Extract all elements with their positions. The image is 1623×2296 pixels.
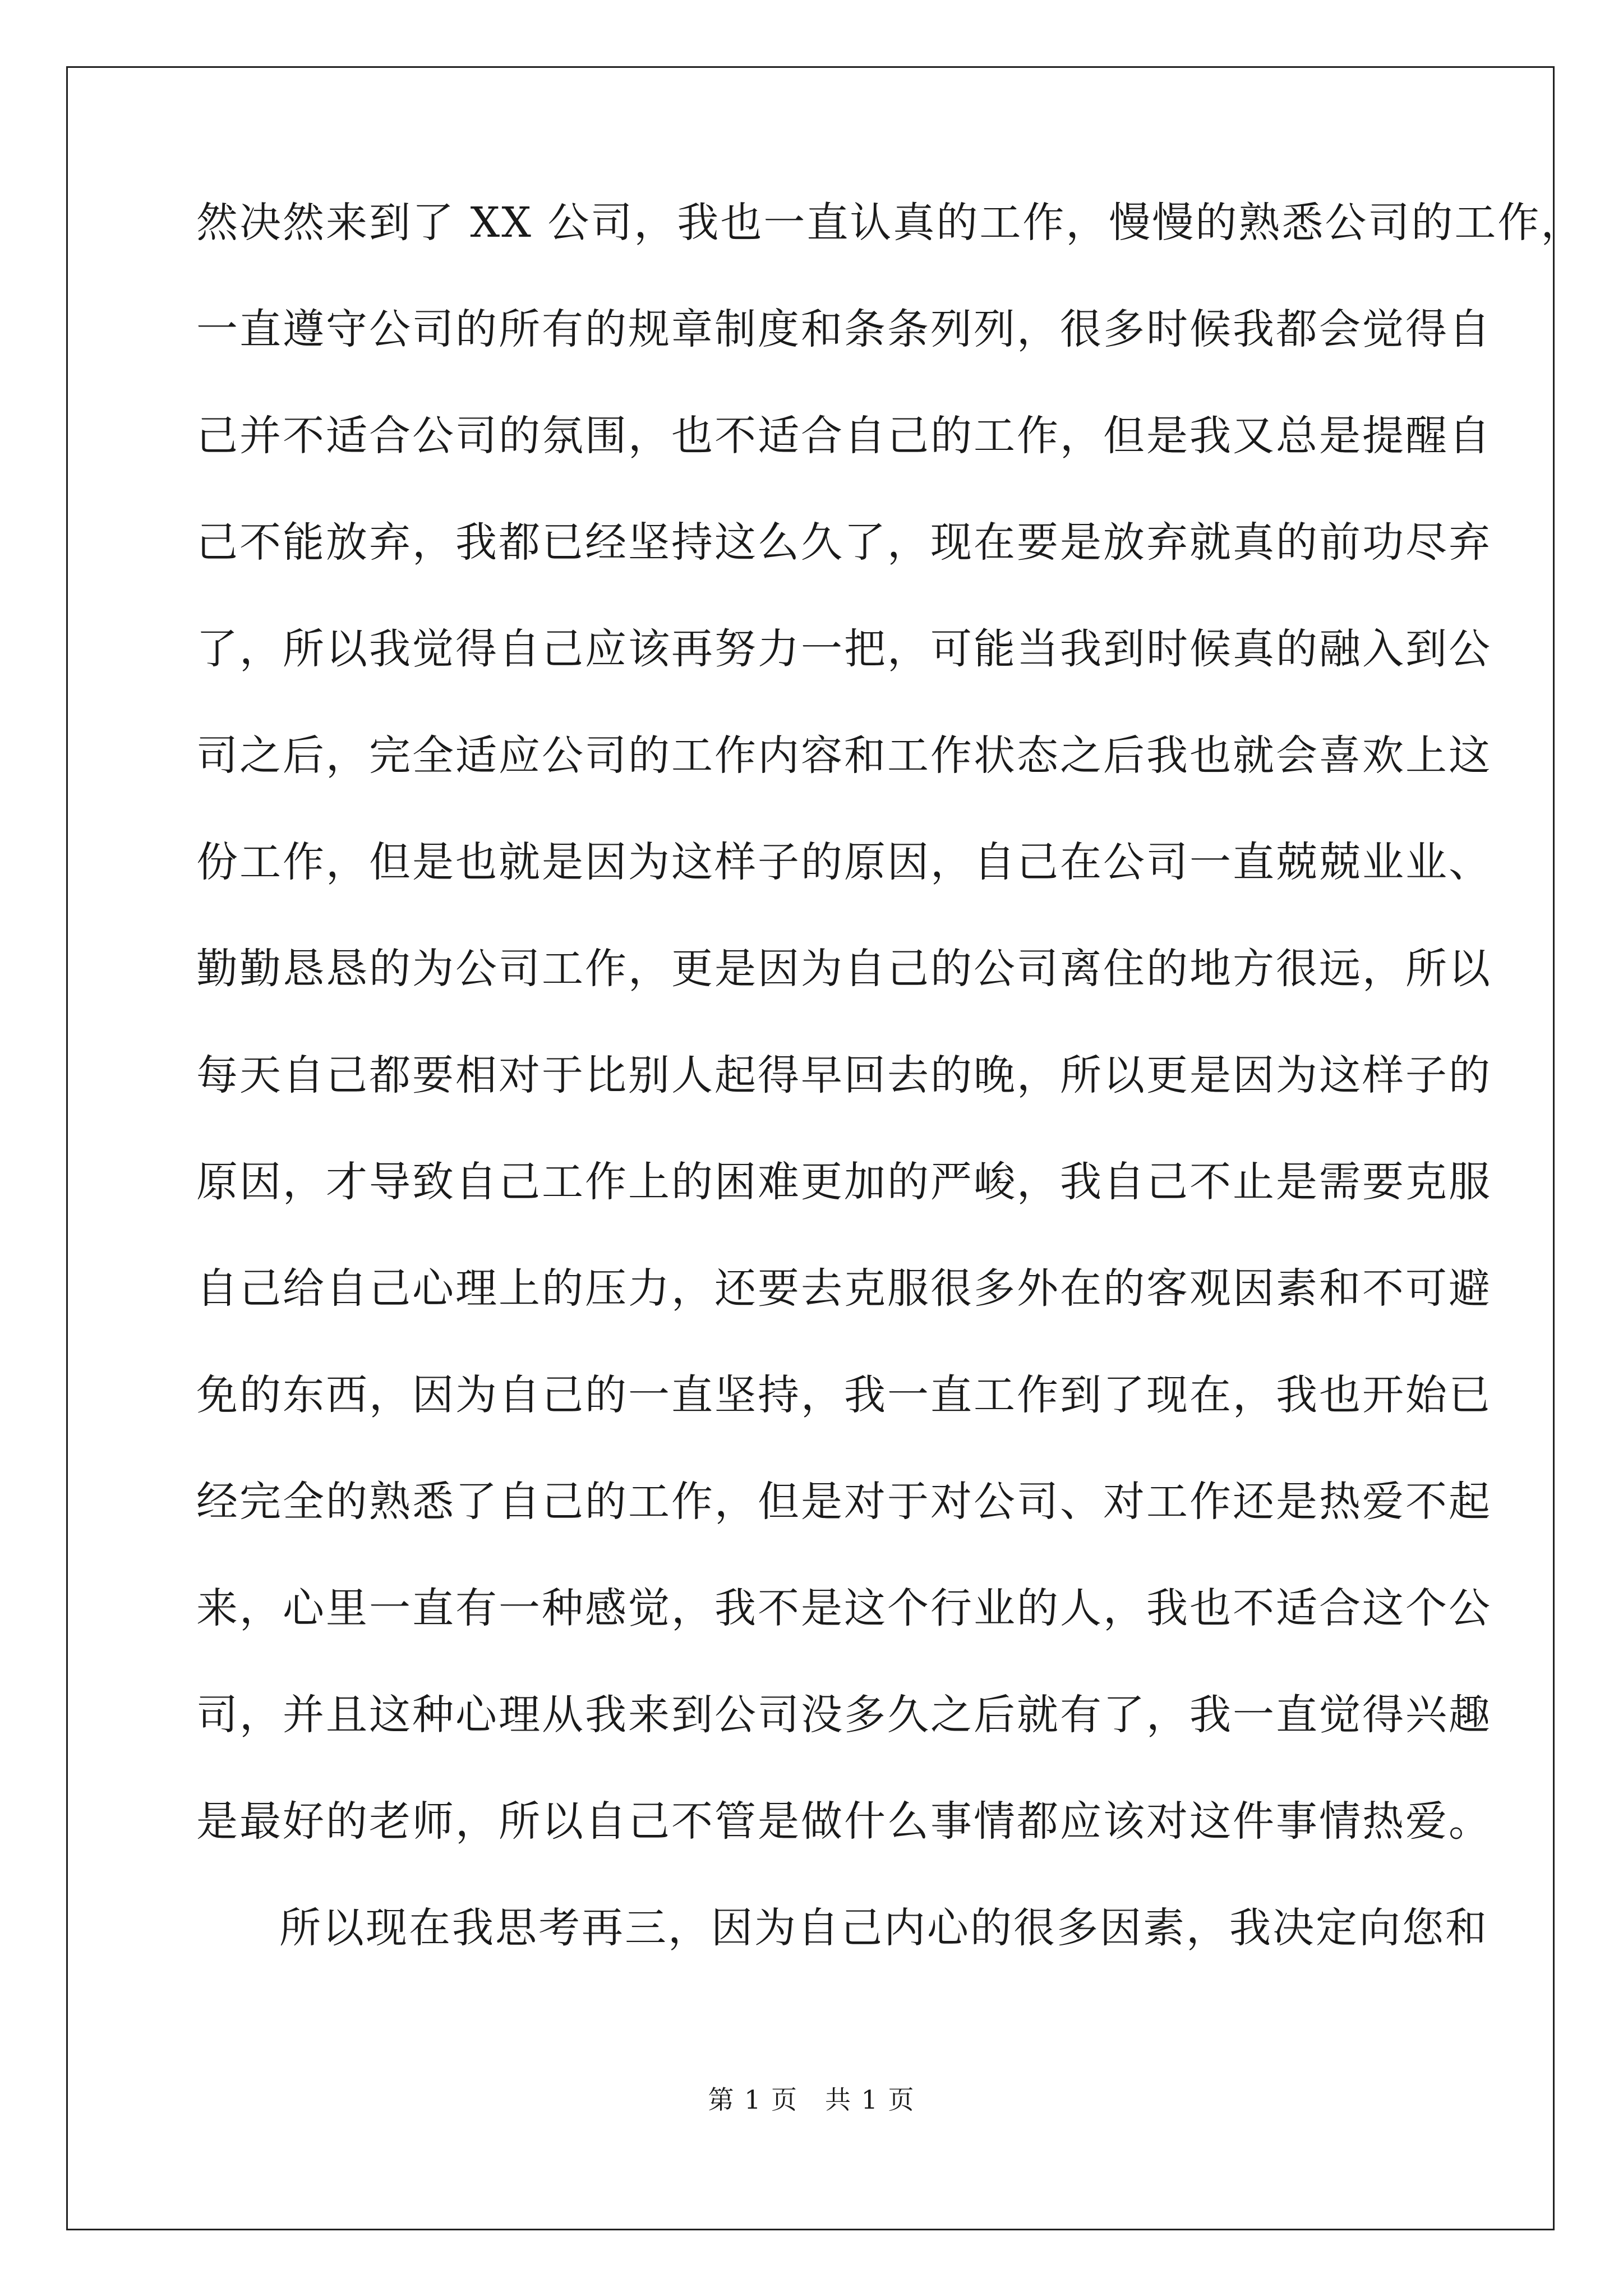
page-number: 第 1 页 <box>708 2085 798 2115</box>
page-total: 共 1 页 <box>825 2085 915 2115</box>
text-line: 经完全的熟悉了自己的工作，但是对于对公司、对工作还是热爱不起 <box>196 1478 1492 1526</box>
text-line: 司之后，完全适应公司的工作内容和工作状态之后我也就会喜欢上这 <box>196 731 1492 780</box>
text-line: 原因，才导致自己工作上的困难更加的严峻，我自己不止是需要克服 <box>196 1158 1492 1206</box>
text-line: 一直遵守公司的所有的规章制度和条条列列，很多时候我都会觉得自 <box>196 305 1492 353</box>
text-line: 免的东西，因为自己的一直坚持，我一直工作到了现在，我也开始已 <box>196 1371 1492 1419</box>
page-footer <box>0 2084 1623 2115</box>
text-line: 己并不适合公司的氛围，也不适合自己的工作，但是我又总是提醒自 <box>196 412 1492 460</box>
text-line: 己不能放弃，我都已经坚持这么久了，现在要是放弃就真的前功尽弃 <box>196 518 1492 567</box>
text-line: 司，并且这种心理从我来到公司没多久之后就有了，我一直觉得兴趣 <box>196 1691 1492 1739</box>
text-line: 份工作，但是也就是因为这样子的原因，自己在公司一直兢兢业业、 <box>196 838 1492 886</box>
text-line: 是最好的老师，所以自己不管是做什么事情都应该对这件事情热爱。 <box>196 1797 1492 1846</box>
text-line-paragraph-start: 所以现在我思考再三，因为自己内心的很多因素，我决定向您和 <box>279 1904 1488 1952</box>
text-line: 勤勤恳恳的为公司工作，更是因为自己的公司离住的地方很远，所以 <box>196 945 1492 993</box>
text-line: 来，心里一直有一种感觉，我不是这个行业的人，我也不适合这个公 <box>196 1584 1492 1632</box>
text-line: 了，所以我觉得自己应该再努力一把，可能当我到时候真的融入到公 <box>196 625 1492 673</box>
text-line: 然决然来到了 XX 公司，我也一直认真的工作，慢慢的熟悉公司的工作， <box>196 199 1584 247</box>
text-line: 每天自己都要相对于比别人起得早回去的晚，所以更是因为这样子的 <box>196 1051 1492 1099</box>
text-line: 自己给自己心理上的压力，还要去克服很多外在的客观因素和不可避 <box>196 1264 1492 1313</box>
